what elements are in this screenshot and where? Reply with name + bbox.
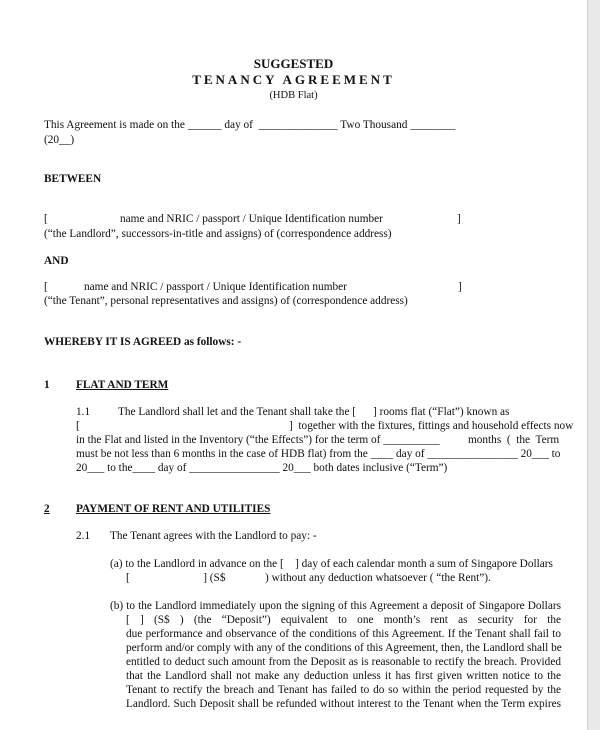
landlord-bracket-close: ] — [457, 213, 461, 225]
clause-2-1-b-line: entitled to deduct such amount from the Deposit as is reasonable to rectify the breach. Provided — [126, 656, 561, 668]
section-2-number: 2 — [44, 503, 50, 515]
whereby-heading: WHEREBY IT IS AGREED as follows: - — [44, 336, 242, 348]
section-1-heading: FLAT AND TERM — [76, 379, 169, 391]
clause-2-1-b-line: (b) to the Landlord immediately upon the signing of this Agreement a deposit of Singapore Dollars — [110, 600, 561, 612]
tenant-description: (“the Tenant”, personal representatives and assigns) of (correspondence address) — [44, 295, 408, 307]
clause-1-1-bracket-open: [ — [76, 420, 80, 432]
tenant-bracket-open: [ — [44, 281, 48, 293]
clause-2-1-number: 2.1 — [76, 530, 91, 542]
landlord-bracket-open: [ — [44, 213, 48, 225]
section-2-heading: PAYMENT OF RENT AND UTILITIES — [76, 503, 271, 515]
landlord-description: (“the Landlord”, successors-in-title and assigns) of (correspondence address) — [44, 228, 392, 240]
clause-2-1-text: The Tenant agrees with the Landlord to pay: - — [110, 530, 317, 542]
clause-2-1-b-line: perform and/or comply with any of the conditions of this Agreement, then, the Landlord shall be — [126, 642, 562, 654]
doc-suggested-label: SUGGESTED — [253, 56, 334, 71]
clause-1-1-line-2: ] together with the fixtures, fittings and household effects now — [289, 420, 574, 432]
clause-2-1-b-line: due performance and observance of the conditions of this Agreement. If the Tenant shall fail to — [126, 628, 561, 640]
section-1-number: 1 — [44, 379, 50, 391]
landlord-name-label: name and NRIC / passport / Unique Identification number — [120, 213, 383, 225]
tenant-bracket-close: ] — [458, 281, 462, 293]
clause-1-1-line-1: The Landlord shall let and the Tenant shall take the [ ] rooms flat (“Flat”) known as — [118, 406, 510, 418]
clause-1-1-number: 1.1 — [76, 406, 91, 418]
clause-1-1-line-5: 20___ to the____ day of ________________ 20___ both dates inclusive (“Term”) — [76, 462, 448, 474]
doc-title: TENANCY AGREEMENT — [192, 72, 395, 87]
clause-2-1-a-line-2: [ ] (S$ ) without any deduction whatsoever ( “the Rent”). — [126, 572, 491, 584]
clause-2-1-a-line-1: (a) to the Landlord in advance on the [ ] day of each calendar month a sum of Singapore Dollars — [110, 558, 553, 570]
clause-2-1-b-line: Tenant to rectify the breach and Tenant has failed to do so within the period requested by the — [126, 684, 561, 696]
tenant-name-label: name and NRIC / passport / Unique Identification number — [84, 281, 347, 293]
and-heading: AND — [44, 255, 69, 267]
clause-2-1-b-line: [ ] (S$ ) (the “Deposit”) equivalent to one month’s rent as security for the — [126, 614, 561, 626]
intro-year: (20__) — [44, 134, 75, 146]
clause-1-1-line-4: must be not less than 6 months in the case of HDB flat) from the ____ day of ________________ 20___ to — [76, 448, 561, 460]
clause-2-1-b-line: Landlord. Such Deposit shall be refunded without interest to the Tenant when the Term expires — [126, 698, 561, 710]
intro-line: This Agreement is made on the ______ day of ______________ Two Thousand ________ — [44, 119, 456, 131]
clause-1-1-line-3: in the Flat and listed in the Inventory (“the Effects”) for the term of __________ months ( the Term — [76, 434, 560, 446]
between-heading: BETWEEN — [44, 173, 102, 185]
clause-2-1-b-line: that the Landlord shall not make any deduction unless it has first given written notice to the — [126, 670, 561, 682]
doc-subtitle: (HDB Flat) — [269, 90, 318, 101]
